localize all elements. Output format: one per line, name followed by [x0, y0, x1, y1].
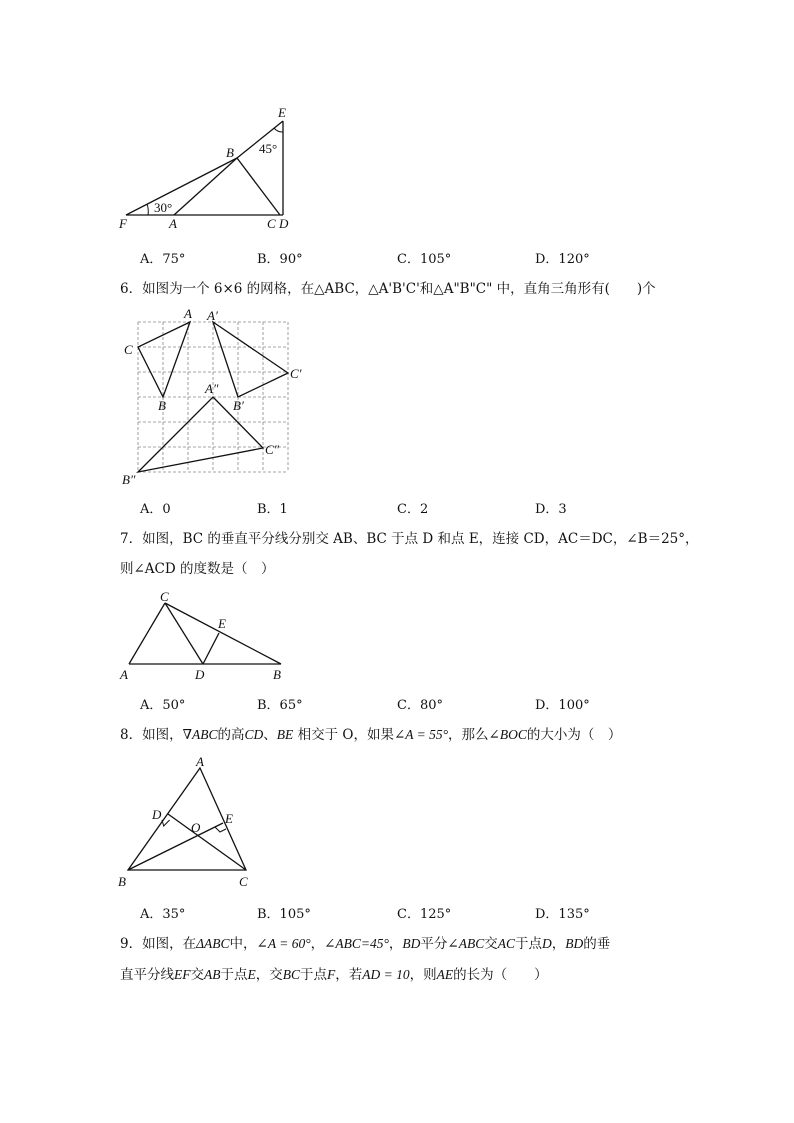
q9-bd: BD [402, 936, 421, 951]
q8-angle-a: ∠A = 55° [393, 727, 449, 742]
q8-text-4: 相交于 O，如果 [293, 727, 394, 743]
q5-figure [112, 100, 312, 240]
q9-ad: AD = 10 [362, 967, 410, 982]
label-angle-e: 45° [259, 141, 278, 156]
q8-option-d[interactable]: D．135° [535, 907, 590, 922]
q9-ab: AB [204, 967, 221, 982]
q8-stem [120, 722, 621, 748]
q8-triangle: ∇ABC [182, 727, 218, 742]
q9-stem-line1 [120, 931, 610, 957]
label-b: B [158, 398, 166, 413]
q9-t16: ，则 [409, 967, 437, 983]
q5-option-b[interactable]: B．90° [257, 252, 303, 267]
triangle-a1b1c1 [213, 322, 288, 397]
q8-option-a[interactable]: A．35° [140, 907, 186, 922]
altitude-cd [168, 814, 246, 870]
q9-point-d: D [542, 936, 552, 951]
q7-stem-line2: 则∠ACD 的度数是（ ） [120, 561, 275, 577]
q6-option-c[interactable]: C．2 [397, 502, 429, 517]
label-o: O [191, 820, 201, 835]
label-a-prime: A′ [207, 308, 218, 323]
q9-ef: EF [174, 967, 191, 982]
q9-t5: 平分 [420, 936, 448, 952]
angle-f-arc [147, 204, 148, 215]
label-f: F [119, 216, 127, 231]
q7-figure [115, 588, 295, 683]
q5-option-d[interactable]: D．120° [535, 252, 590, 267]
label-a-double-prime: A″ [205, 381, 219, 396]
q7-diagram [115, 588, 295, 683]
q9-t15: ，若 [335, 967, 363, 983]
label-b: B [273, 667, 281, 682]
q8-figure [112, 752, 262, 892]
q8-options [140, 903, 660, 923]
q8-text-3: 、 [263, 727, 277, 743]
label-d: D [195, 667, 205, 682]
q9-stem-line2 [120, 962, 548, 988]
triangle-abc [138, 322, 190, 397]
q9-bc: BC [282, 967, 301, 982]
q6-option-a[interactable]: A．0 [140, 502, 171, 517]
label-d: D [279, 216, 289, 231]
q6-option-d[interactable]: D．3 [535, 502, 567, 517]
q9-t4: ， [388, 936, 403, 952]
q8-text-2: 的高 [217, 727, 245, 743]
q9-t17: 的长为（ ） [453, 967, 548, 983]
label-e: E [218, 616, 226, 631]
q9-t8: ， [551, 936, 566, 952]
q7-options [140, 694, 660, 714]
label-e: E [278, 105, 286, 120]
q9-t14: 于点 [300, 967, 328, 983]
label-c: C [124, 342, 133, 357]
right-angle-e [215, 827, 226, 832]
label-angle-f: 30° [154, 200, 173, 215]
q9-t2: 中， [229, 936, 257, 952]
label-b: B [226, 145, 234, 160]
q9-t1: 9．如图，在 [120, 936, 197, 952]
q5-option-c[interactable]: C．105° [397, 252, 452, 267]
q6-grid-diagram [120, 306, 320, 491]
q7-option-b[interactable]: B．65° [257, 698, 303, 713]
label-b-double-prime: B″ [122, 472, 136, 487]
label-c-prime: C′ [290, 366, 302, 381]
q8-text-1: 8．如图， [120, 727, 183, 743]
q9-bd-2: BD [565, 936, 584, 951]
label-b: B [118, 874, 126, 889]
label-a: A [169, 216, 177, 231]
q9-t12: 于点 [220, 967, 248, 983]
label-a: A [120, 667, 128, 682]
q8-diagram [112, 752, 262, 892]
q7-option-a[interactable]: A．50° [140, 698, 186, 713]
q6-options [140, 498, 660, 518]
q9-t6: 交 [484, 936, 498, 952]
q8-angle-boc: ∠BOC [488, 727, 527, 742]
q7-option-c[interactable]: C．80° [397, 698, 443, 713]
line-cb [165, 603, 281, 664]
q7-option-d[interactable]: D．100° [535, 698, 590, 713]
q8-be: BE [276, 727, 294, 742]
q5-diagram [112, 100, 312, 240]
label-c: C [160, 589, 169, 604]
q8-option-b[interactable]: B．105° [257, 907, 311, 922]
q9-point-e: E [247, 967, 256, 982]
q6-option-b[interactable]: B．1 [257, 502, 288, 517]
q8-cd: CD [244, 727, 264, 742]
q5-option-a[interactable]: A．75° [140, 252, 186, 267]
altitude-be [128, 823, 223, 870]
label-c: C [267, 216, 276, 231]
q5-options [140, 248, 660, 268]
q8-text-5: ，那么 [448, 727, 489, 743]
label-d: D [152, 807, 162, 822]
line-de [203, 633, 219, 664]
q8-option-c[interactable]: C．125° [397, 907, 452, 922]
q9-triangle: ΔABC [196, 936, 230, 951]
q9-angle-a: ∠A = 60° [256, 936, 311, 951]
line-cd [165, 603, 203, 664]
label-c-double-prime: C″ [265, 442, 280, 457]
angle-e-arc [274, 128, 283, 132]
line-ab [174, 158, 237, 215]
label-a: A [196, 754, 204, 769]
line-fb [126, 158, 237, 215]
q9-t13: ，交 [255, 967, 283, 983]
label-e: E [225, 811, 233, 826]
label-b-prime: B′ [233, 398, 244, 413]
q9-t10: 直平分线 [120, 967, 174, 983]
triangle-a2b2c2 [138, 397, 263, 472]
q9-t11: 交 [190, 967, 204, 983]
q9-t9: 的垂 [583, 936, 611, 952]
q8-text-6: 的大小为（ ） [526, 727, 622, 743]
line-ac [129, 603, 165, 664]
q6-stem: 6．如图为一个 6×6 的网格，在△ABC，△A'B'C'和△A"B"C" 中，直角三角形有( )个 [120, 281, 656, 297]
q7-stem-line1: 7．如图，BC 的垂直平分线分别交 AB、BC 于点 D 和点 E，连接 CD，AC＝DC，∠B＝25°， [120, 531, 699, 547]
label-c: C [239, 874, 248, 889]
q9-angle-abc-value: ∠ABC=45° [324, 936, 389, 951]
line-bc [237, 158, 280, 215]
q9-t3: ， [310, 936, 325, 952]
q9-point-f: F [327, 967, 336, 982]
q9-ae: AE [436, 967, 454, 982]
q9-t7: 于点 [515, 936, 542, 952]
q9-angle-abc: ∠ABC [447, 936, 485, 951]
q6-figure [120, 306, 320, 491]
label-a: A [184, 306, 192, 321]
q9-ac: AC [497, 936, 515, 951]
